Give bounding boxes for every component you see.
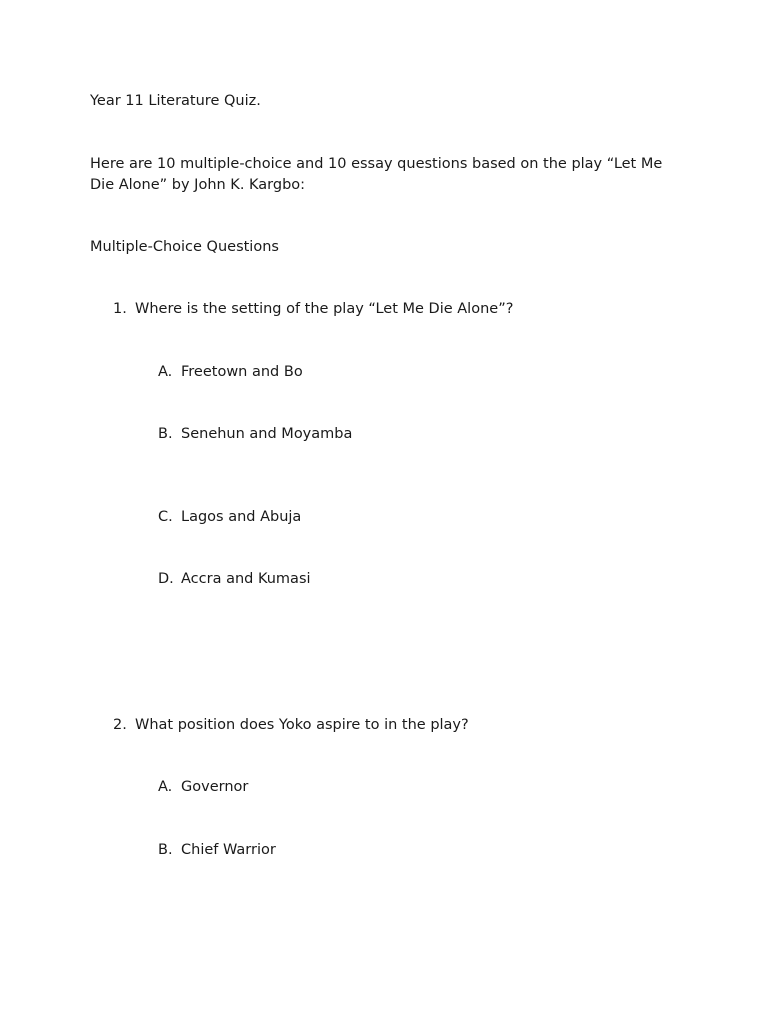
document-title: Year 11 Literature Quiz. [90, 93, 261, 109]
option-letter: C. [158, 509, 173, 525]
option-text: Senehun and Moyamba [181, 426, 353, 442]
option-letter: D. [158, 571, 174, 587]
question-1 [113, 299, 513, 320]
question-text: Where is the setting of the play “Let Me Die Alone”? [135, 301, 514, 317]
question-1-option-b [158, 424, 352, 445]
option-text: Chief Warrior [181, 842, 276, 858]
intro-paragraph: Here are 10 multiple-choice and 10 essay questions based on the play “Let Me Die Alone” by John K. Kargbo: [90, 156, 663, 193]
question-number: 1. [113, 301, 127, 317]
section-heading: Multiple-Choice Questions [90, 239, 279, 255]
option-letter: A. [158, 779, 173, 795]
question-2-option-b [158, 840, 276, 861]
option-text: Freetown and Bo [181, 364, 303, 380]
question-1-option-d [158, 569, 311, 590]
question-1-option-a [158, 362, 303, 383]
option-letter: B. [158, 842, 173, 858]
option-letter: A. [158, 364, 173, 380]
question-2 [113, 715, 469, 736]
question-number: 2. [113, 717, 127, 733]
option-text: Governor [181, 779, 249, 795]
option-letter: B. [158, 426, 173, 442]
question-1-option-c [158, 507, 301, 528]
option-text: Accra and Kumasi [181, 571, 311, 587]
question-text: What position does Yoko aspire to in the play? [135, 717, 469, 733]
question-2-option-a [158, 777, 248, 798]
option-text: Lagos and Abuja [181, 509, 302, 525]
